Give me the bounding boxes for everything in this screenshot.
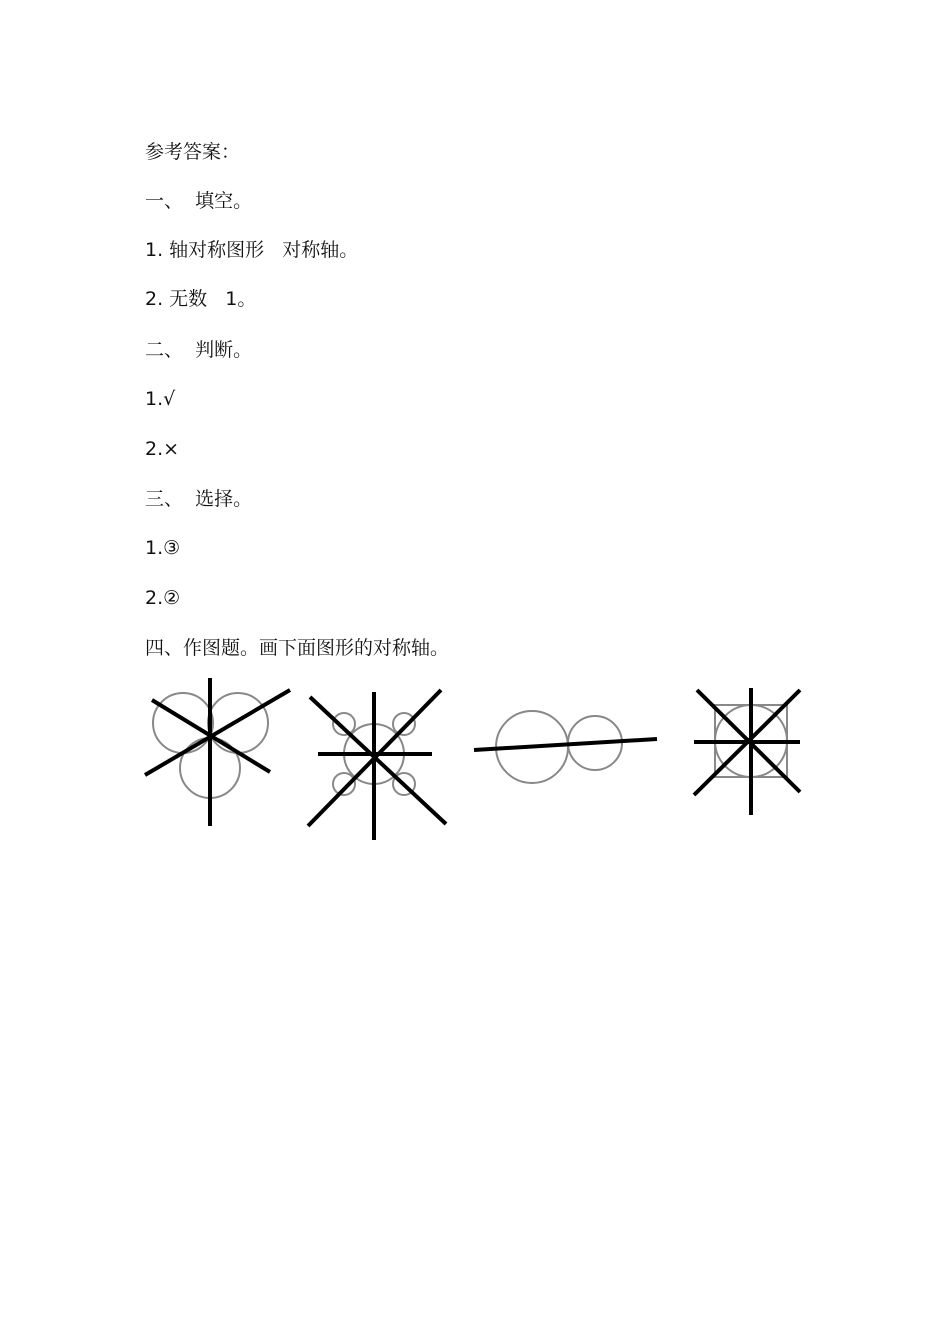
section3-answer-2: 2.② (145, 587, 181, 609)
section1-answer-2: 2. 无数 1。 (145, 288, 257, 310)
section1-answer-1: 1. 轴对称图形 对称轴。 (145, 239, 359, 261)
section3-heading: 三、 选择。 (145, 488, 253, 510)
section2-answer-1: 1.√ (145, 388, 176, 410)
section2-heading: 二、 判断。 (145, 339, 253, 361)
figure-three-circles (145, 678, 290, 826)
figure-circle-with-small-circles (308, 690, 446, 840)
figure-two-circles (474, 711, 657, 783)
answer-title: 参考答案： (145, 141, 241, 163)
section4-heading: 四、作图题。画下面图形的对称轴。 (145, 637, 450, 659)
section1-heading: 一、 填空。 (145, 190, 253, 212)
section3-answer-1: 1.③ (145, 537, 181, 559)
section2-answer-2: 2.× (145, 438, 180, 460)
figure-square-circle (694, 688, 800, 815)
